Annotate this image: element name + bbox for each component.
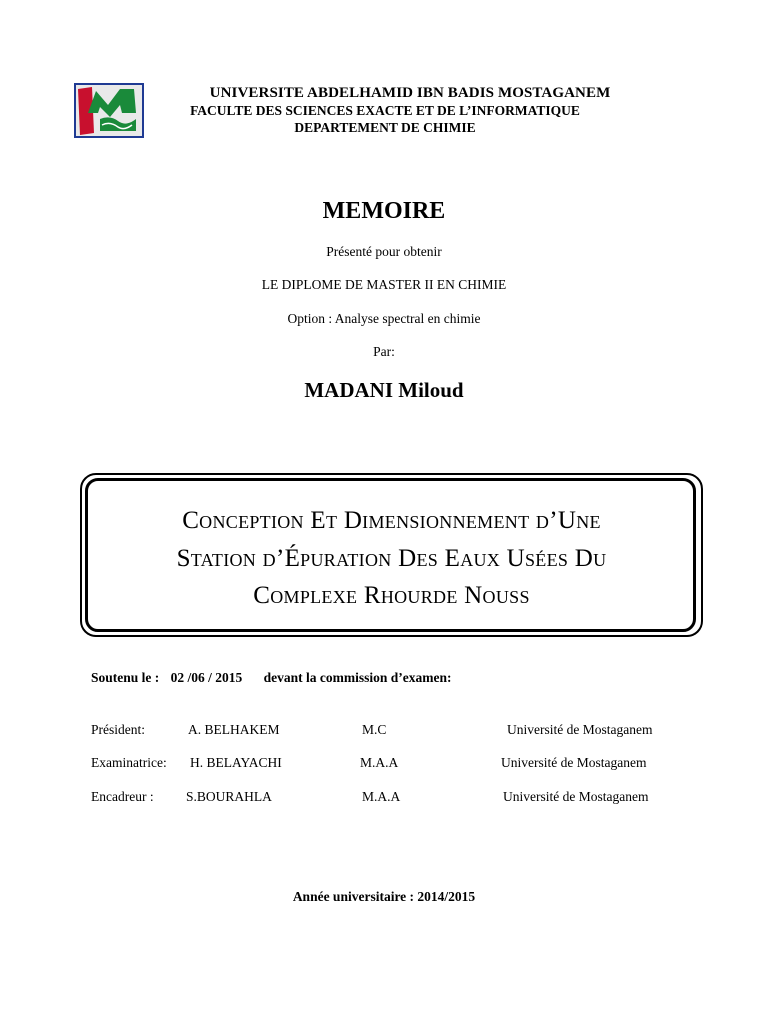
defense-label: Soutenu le : [91, 670, 160, 685]
university-logo [74, 83, 144, 138]
jury-institution: Université de Mostaganem [503, 789, 649, 804]
option: Option : Analyse spectral en chimie [287, 311, 481, 326]
jury-grade: M.A.A [360, 755, 399, 770]
jury-institution: Université de Mostaganem [501, 755, 647, 770]
jury-name: H. BELAYACHI [190, 755, 282, 770]
jury-role: Examinatrice: [91, 755, 167, 770]
diploma: LE DIPLOME DE MASTER II EN CHIMIE [261, 277, 507, 292]
academic-year: Année universitaire : 2014/2015 [292, 889, 476, 904]
by-label: Par: [373, 344, 395, 359]
jury-name: A. BELHAKEM [188, 722, 280, 737]
department-name: DEPARTEMENT DE CHIMIE [294, 120, 476, 135]
title-line-1: Conception Et Dimensionnement d’Une [182, 507, 601, 534]
jury-role: Encadreur : [91, 789, 154, 804]
defense-date: 02 /06 / 2015 [170, 670, 243, 685]
presented-for: Présenté pour obtenir [326, 244, 442, 259]
university-logo-graphic [74, 83, 144, 138]
jury-institution: Université de Mostaganem [507, 722, 653, 737]
defense-suffix: devant la commission d’examen: [263, 670, 452, 685]
jury-name: S.BOURAHLA [186, 789, 272, 804]
jury-role: Président: [91, 722, 145, 737]
defense-line [91, 670, 452, 686]
author-name: MADANI Miloud [304, 378, 464, 402]
document-type: MEMOIRE [322, 198, 446, 224]
university-name: UNIVERSITE ABDELHAMID IBN BADIS MOSTAGANEM [209, 85, 611, 101]
title-line-3: Complexe Rhourde Nouss [253, 582, 530, 609]
faculty-name: FACULTE DES SCIENCES EXACTE ET DE L’INFORMATIQUE [190, 103, 580, 118]
title-line-2: Station d’Épuration Des Eaux Usées Du [176, 545, 607, 572]
jury-grade: M.A.A [362, 789, 401, 804]
jury-grade: M.C [362, 722, 387, 737]
